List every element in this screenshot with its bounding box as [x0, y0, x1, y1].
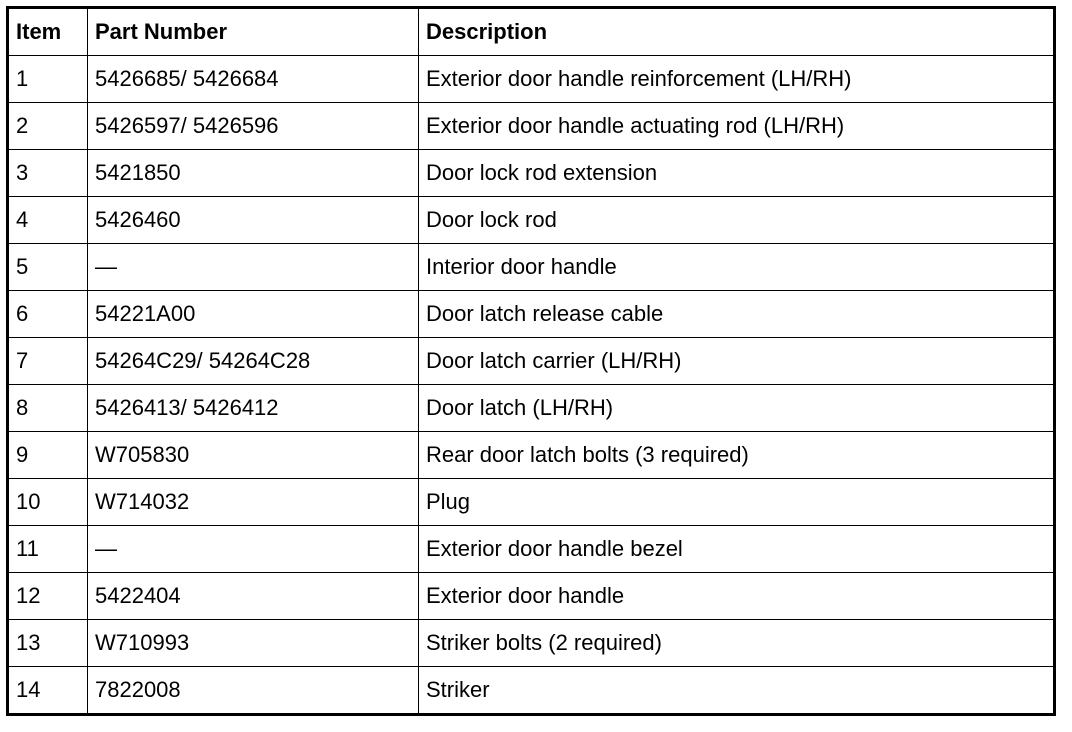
cell-part-number: 7822008 — [88, 667, 419, 715]
cell-part-number: — — [88, 244, 419, 291]
cell-description: Exterior door handle — [419, 573, 1055, 620]
cell-description: Door lock rod extension — [419, 150, 1055, 197]
cell-item: 13 — [8, 620, 88, 667]
table-row — [8, 244, 1055, 291]
cell-description: Door lock rod — [419, 197, 1055, 244]
table-row — [8, 150, 1055, 197]
table-row — [8, 479, 1055, 526]
cell-item: 6 — [8, 291, 88, 338]
cell-description: Door latch carrier (LH/RH) — [419, 338, 1055, 385]
cell-description: Door latch release cable — [419, 291, 1055, 338]
cell-description: Striker bolts (2 required) — [419, 620, 1055, 667]
table-row — [8, 573, 1055, 620]
cell-description: Exterior door handle actuating rod (LH/RH) — [419, 103, 1055, 150]
cell-description: Exterior door handle reinforcement (LH/RH) — [419, 56, 1055, 103]
cell-item: 9 — [8, 432, 88, 479]
cell-description: Door latch (LH/RH) — [419, 385, 1055, 432]
cell-item: 7 — [8, 338, 88, 385]
cell-item: 12 — [8, 573, 88, 620]
cell-part-number: 5426685/ 5426684 — [88, 56, 419, 103]
table-row — [8, 103, 1055, 150]
table-row — [8, 667, 1055, 715]
table-row — [8, 385, 1055, 432]
cell-part-number: W714032 — [88, 479, 419, 526]
cell-description: Interior door handle — [419, 244, 1055, 291]
table-row — [8, 338, 1055, 385]
table-row — [8, 620, 1055, 667]
cell-part-number: 54264C29/ 54264C28 — [88, 338, 419, 385]
cell-item: 4 — [8, 197, 88, 244]
table-row — [8, 56, 1055, 103]
table-header-row — [8, 8, 1055, 56]
cell-part-number: W710993 — [88, 620, 419, 667]
table-row — [8, 291, 1055, 338]
header-item: Item — [8, 8, 88, 56]
cell-item: 5 — [8, 244, 88, 291]
cell-part-number: 54221A00 — [88, 291, 419, 338]
cell-description: Striker — [419, 667, 1055, 715]
cell-item: 11 — [8, 526, 88, 573]
cell-part-number: 5422404 — [88, 573, 419, 620]
cell-part-number: W705830 — [88, 432, 419, 479]
cell-item: 2 — [8, 103, 88, 150]
table-row — [8, 432, 1055, 479]
cell-part-number: — — [88, 526, 419, 573]
cell-item: 8 — [8, 385, 88, 432]
cell-part-number: 5426413/ 5426412 — [88, 385, 419, 432]
cell-part-number: 5421850 — [88, 150, 419, 197]
cell-item: 3 — [8, 150, 88, 197]
cell-description: Plug — [419, 479, 1055, 526]
cell-part-number: 5426597/ 5426596 — [88, 103, 419, 150]
parts-table — [6, 6, 1056, 716]
header-part-number: Part Number — [88, 8, 419, 56]
header-description: Description — [419, 8, 1055, 56]
cell-description: Exterior door handle bezel — [419, 526, 1055, 573]
cell-item: 14 — [8, 667, 88, 715]
table-row — [8, 197, 1055, 244]
cell-description: Rear door latch bolts (3 required) — [419, 432, 1055, 479]
cell-item: 1 — [8, 56, 88, 103]
table-row — [8, 526, 1055, 573]
cell-item: 10 — [8, 479, 88, 526]
cell-part-number: 5426460 — [88, 197, 419, 244]
